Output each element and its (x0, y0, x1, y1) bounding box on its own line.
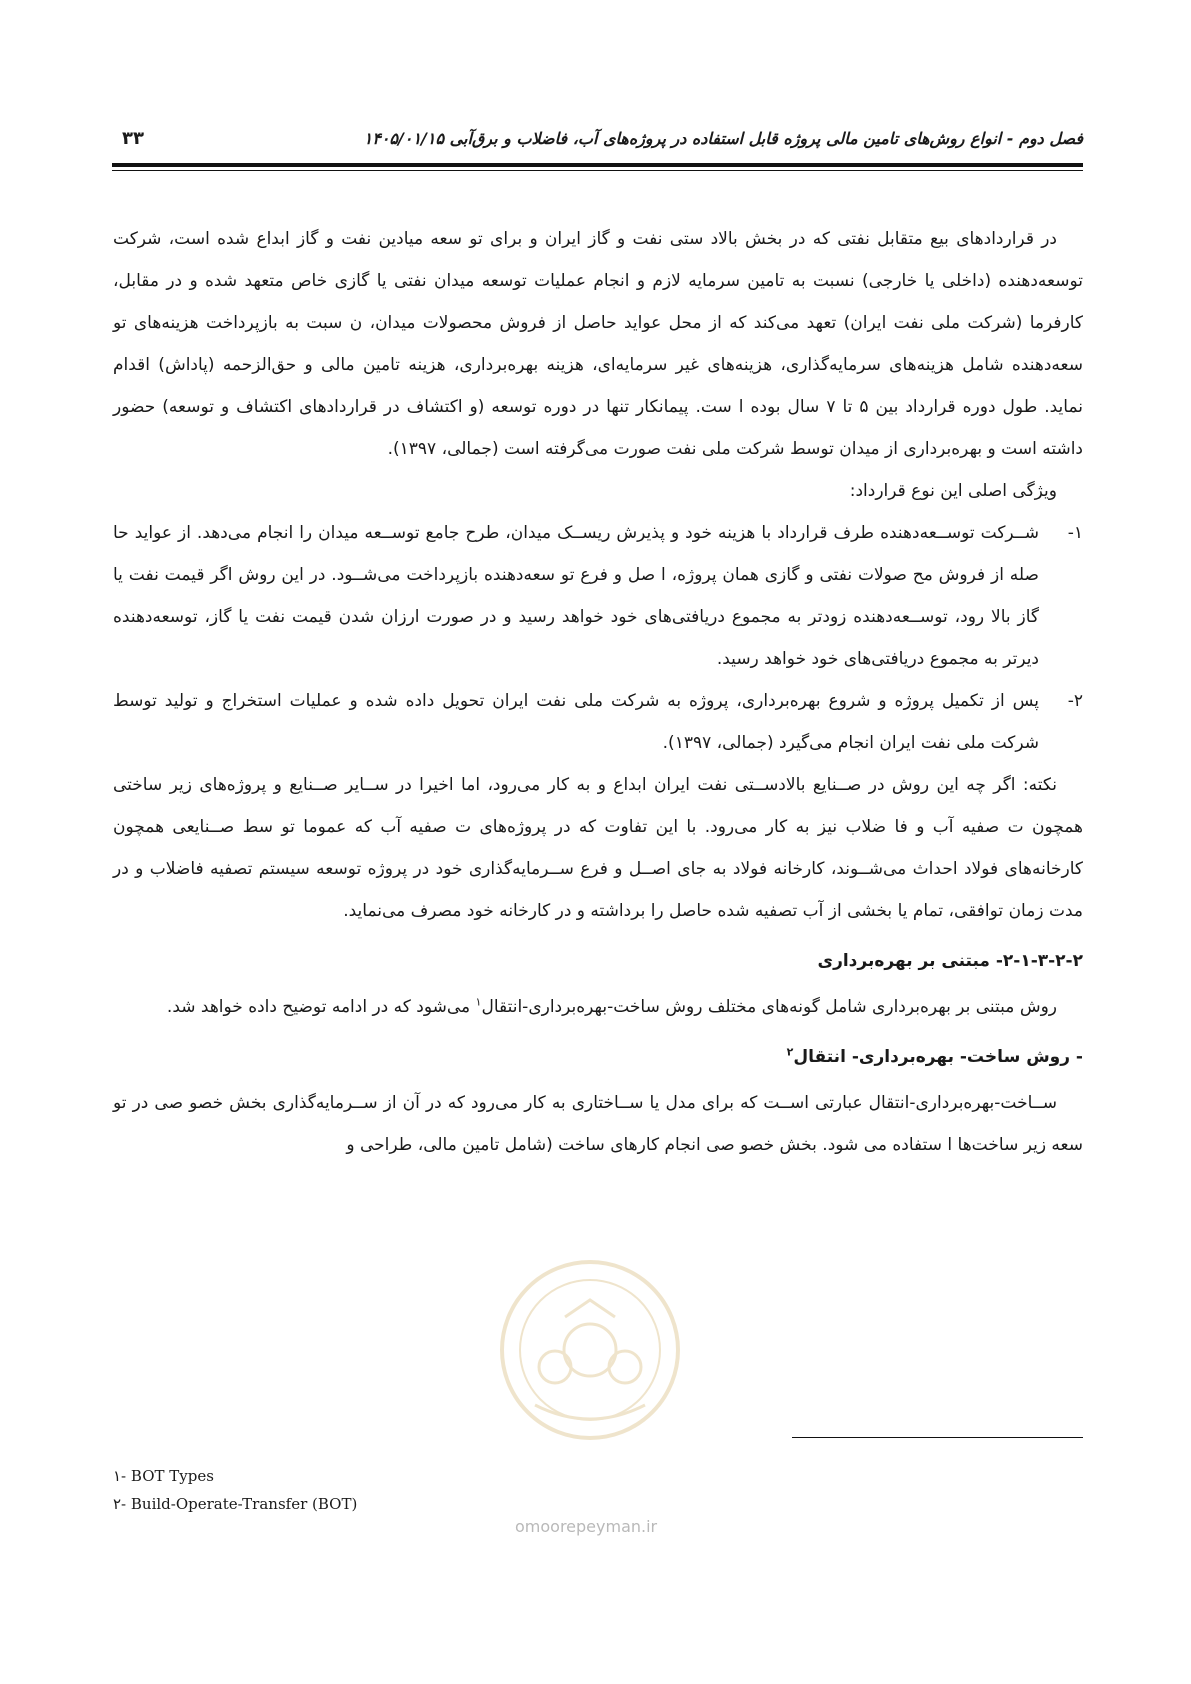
watermark-seal (495, 1255, 685, 1445)
paragraph-operation-based (113, 986, 1083, 1028)
list-item-number: ۲- (1067, 691, 1083, 711)
paragraph-buyback: در قراردادهای بیع متقابل نفتی که در بخش بالاد ستی نفت و گاز ایران و برای تو سعه میادین نفت و گاز ابداع شده است، شرکت توسعه‌دهنده (داخلی یا خارجی) نسبت به تامین سرمایه لازم و انجام عملیات توسعه میدان نفتی یا گازی خاص متعهد شده و در مقابل، کارفرما (شرکت ملی نفت ایران) تعهد می‌کند که از محل عواید حاصل از فروش محصولات میدان، ن سبت به بازپرداخت هزینه‌های تو سعه‌دهنده شامل هزینه‌های سرمایه‌گذاری، هزینه‌های غیر سرمایه‌ای، هزینه بهره‌برداری، هزینه تامین مالی و حق‌الزحمه (پاداش) اقدام نماید. طول دوره قرارداد بین ۵ تا ۷ سال بوده ا ست. پیمانکار تنها در دوره توسعه (و اکتشاف در قراردادهای اکتشاف و توسعه) حضور داشته است و بهره‌برداری از میدان توسط شرکت ملی نفت صورت می‌گرفته است (جمالی، ۱۳۹۷). (113, 229, 1084, 459)
chapter-title: فصل دوم - انواع روش‌های تامین مالی پروژه قابل استفاده در پروژه‌های آب، فاضلاب و برق‌آبی ۱۴۰۵/۰۱/۱۵ (363, 129, 1083, 148)
footnotes (113, 1462, 357, 1518)
footnote-item: ۲- Build-Operate-Transfer (BOT) (113, 1495, 358, 1513)
footnote-rule (792, 1437, 1083, 1438)
watermark-site: omoorepeyman.ir (515, 1517, 658, 1536)
paragraph-bot: ســاخت-بهره‌برداری-انتقال عبارتی اســت که برای مدل یا ســاختاری به کار می‌رود که در آن از ســرمایه‌گذاری بخش خصو صی در تو سعه زیر ساخت‌ها ا ستفاده می شود. بخش خصو صی انجام کارهای ساخت (شامل تامین مالی، طراحی و (113, 1093, 1083, 1155)
subsection-heading-text: - روش ساخت- بهره‌برداری- انتقال (793, 1047, 1083, 1067)
header-rule-thin (112, 170, 1083, 171)
subsection-heading (113, 1036, 1083, 1078)
list-item (113, 512, 1083, 680)
running-header (112, 124, 1083, 154)
header-rule-thick (112, 163, 1083, 167)
list-item-number: ۱- (1067, 523, 1083, 543)
footnote-ref-2: ۲ (786, 1045, 794, 1059)
paragraph-features-intro: ویژگی اصلی این نوع قرارداد: (849, 481, 1057, 501)
list-item-text: شــرکت توســعه‌دهنده طرف قرارداد با هزینه خود و پذیرش ریســک میدان، طرح جامع توســعه میدان را انجام می‌دهد. از عواید حا صله از فروش مح صولات نفتی و گازی همان پروژه، ا صل و فرع تو سعه‌دهنده بازپرداخت می‌شــود. در این روش اگر قیمت نفت یا گاز بالا رود، توســعه‌دهنده زودتر به مجموع دریافتی‌های خود خواهد رسید و در صورت ارزان شدن قیمت نفت یا گاز، توسعه‌دهنده دیرتر به مجموع دریافتی‌های خود خواهد رسید. (113, 523, 1039, 669)
features-list (113, 512, 1083, 764)
paragraph-note: نکته: اگر چه این روش در صــنایع بالادســتی نفت ایران ابداع و به کار می‌رود، اما اخیرا در ســایر صــنایع و پروژه‌های زیر ساختی همچون ت صفیه آب و فا ضلاب نیز به کار می‌رود. با این تفاوت که در پروژه‌های ت صفیه آب که عموما تو سط صــنایعی همچون کارخانه‌های فولاد احداث می‌شــوند، کارخانه فولاد به جای اصــل و فرع ســرمایه‌گذاری خود در پروژه توسعه سیستم تصفیه فاضلاب و در مدت زمان توافقی، تمام یا بخشی از آب تصفیه شده حاصل را برداشته و در کارخانه خود مصرف می‌نماید. (113, 775, 1083, 921)
page-body (113, 218, 1083, 1166)
footnote-ref-1: ۱ (475, 995, 482, 1009)
list-item (113, 680, 1083, 764)
list-item-text: پس از تکمیل پروژه و شروع بهره‌برداری، پروژه به شرکت ملی نفت ایران تحویل داده شده و عملیات استخراج و تولید توسط شرکت ملی نفت ایران انجام می‌گیرد (جمالی، ۱۳۹۷). (113, 691, 1039, 753)
page-number: ۳۳ (122, 128, 144, 149)
paragraph-text-after: می‌شود که در ادامه توضیح داده خواهد شد. (166, 997, 476, 1017)
footnote-item: ۱- BOT Types (113, 1467, 214, 1485)
section-heading: ۲-۱-۳-۲-۲- مبتنی بر بهره‌برداری (817, 951, 1083, 971)
paragraph-text-before: روش مبتنی بر بهره‌برداری شامل گونه‌های مختلف روش ساخت-بهره‌برداری-انتقال (481, 997, 1057, 1017)
